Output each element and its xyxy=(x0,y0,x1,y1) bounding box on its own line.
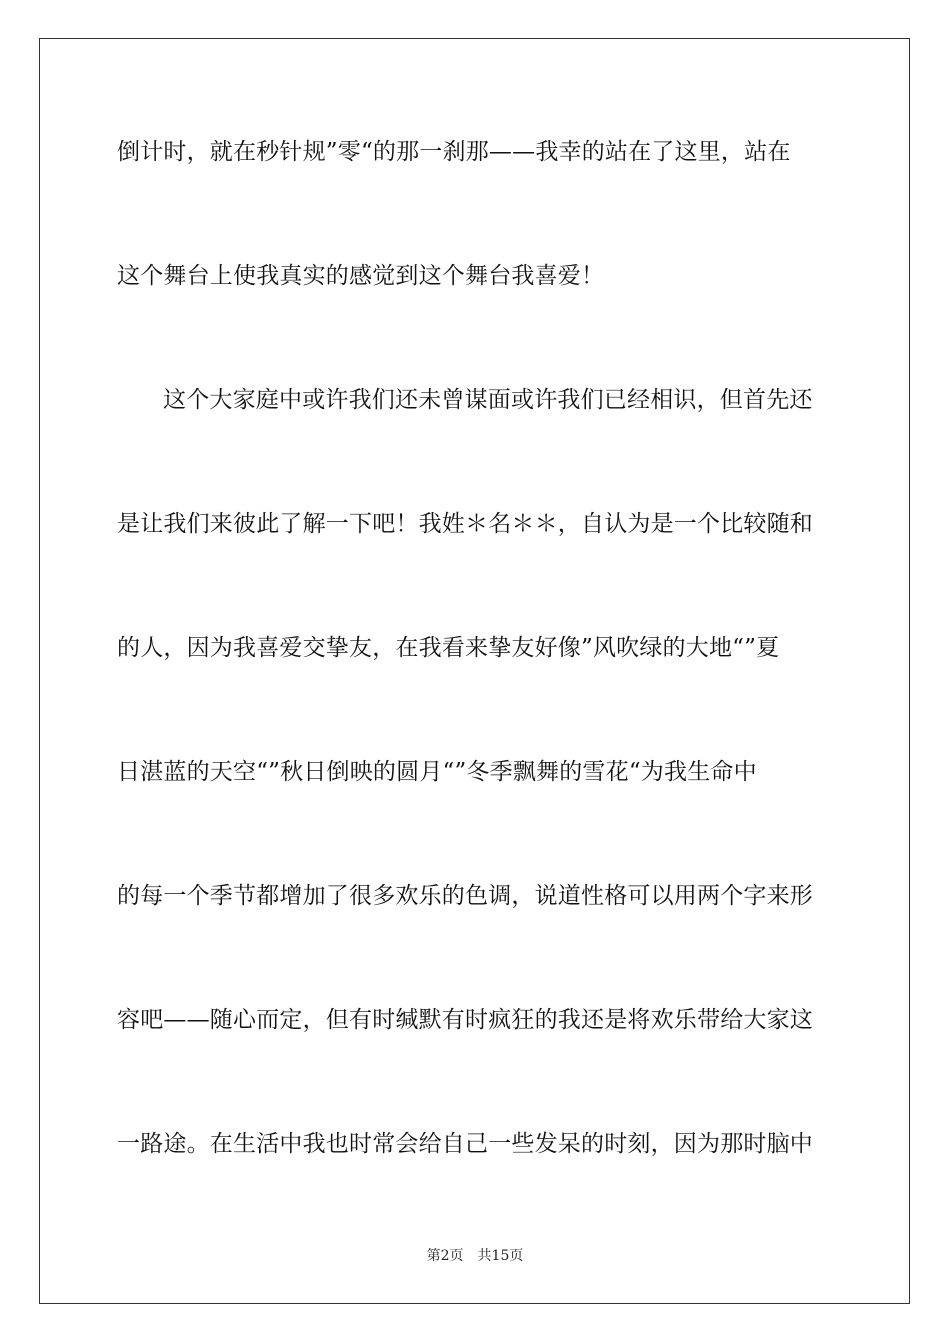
body-text-line: 的人，因为我喜爱交挚友，在我看来挚友好像”风吹绿的大地“”夏 xyxy=(117,635,780,661)
body-text-line: 一路途。在生活中我也时常会给自己一些发呆的时刻，因为那时脑中 xyxy=(117,1131,813,1157)
body-text-line: 这个大家庭中或许我们还未曾谋面或许我们已经相识，但首先还 xyxy=(163,387,813,413)
body-text-line: 日湛蓝的天空“”秋日倒映的圆月“”冬季飘舞的雪花“为我生命中 xyxy=(117,759,757,785)
page-footer xyxy=(0,1247,950,1265)
page-total: 共15页 xyxy=(477,1248,524,1264)
page-number: 第2页 xyxy=(426,1248,464,1264)
body-text-line: 的每一个季节都增加了很多欢乐的色调，说道性格可以用两个字来形 xyxy=(117,883,813,909)
body-text-line: 倒计时，就在秒针规”零“的那一刹那——我幸的站在了这里，站在 xyxy=(117,139,791,165)
body-text-line: 这个舞台上使我真实的感觉到这个舞台我喜爱！ xyxy=(117,263,605,289)
page-border xyxy=(39,38,910,1304)
body-text-line: 容吧——随心而定，但有时缄默有时疯狂的我还是将欢乐带给大家这 xyxy=(117,1007,813,1033)
body-text-line: 是让我们来彼此了解一下吧！我姓＊名＊＊，自认为是一个比较随和 xyxy=(117,511,813,537)
